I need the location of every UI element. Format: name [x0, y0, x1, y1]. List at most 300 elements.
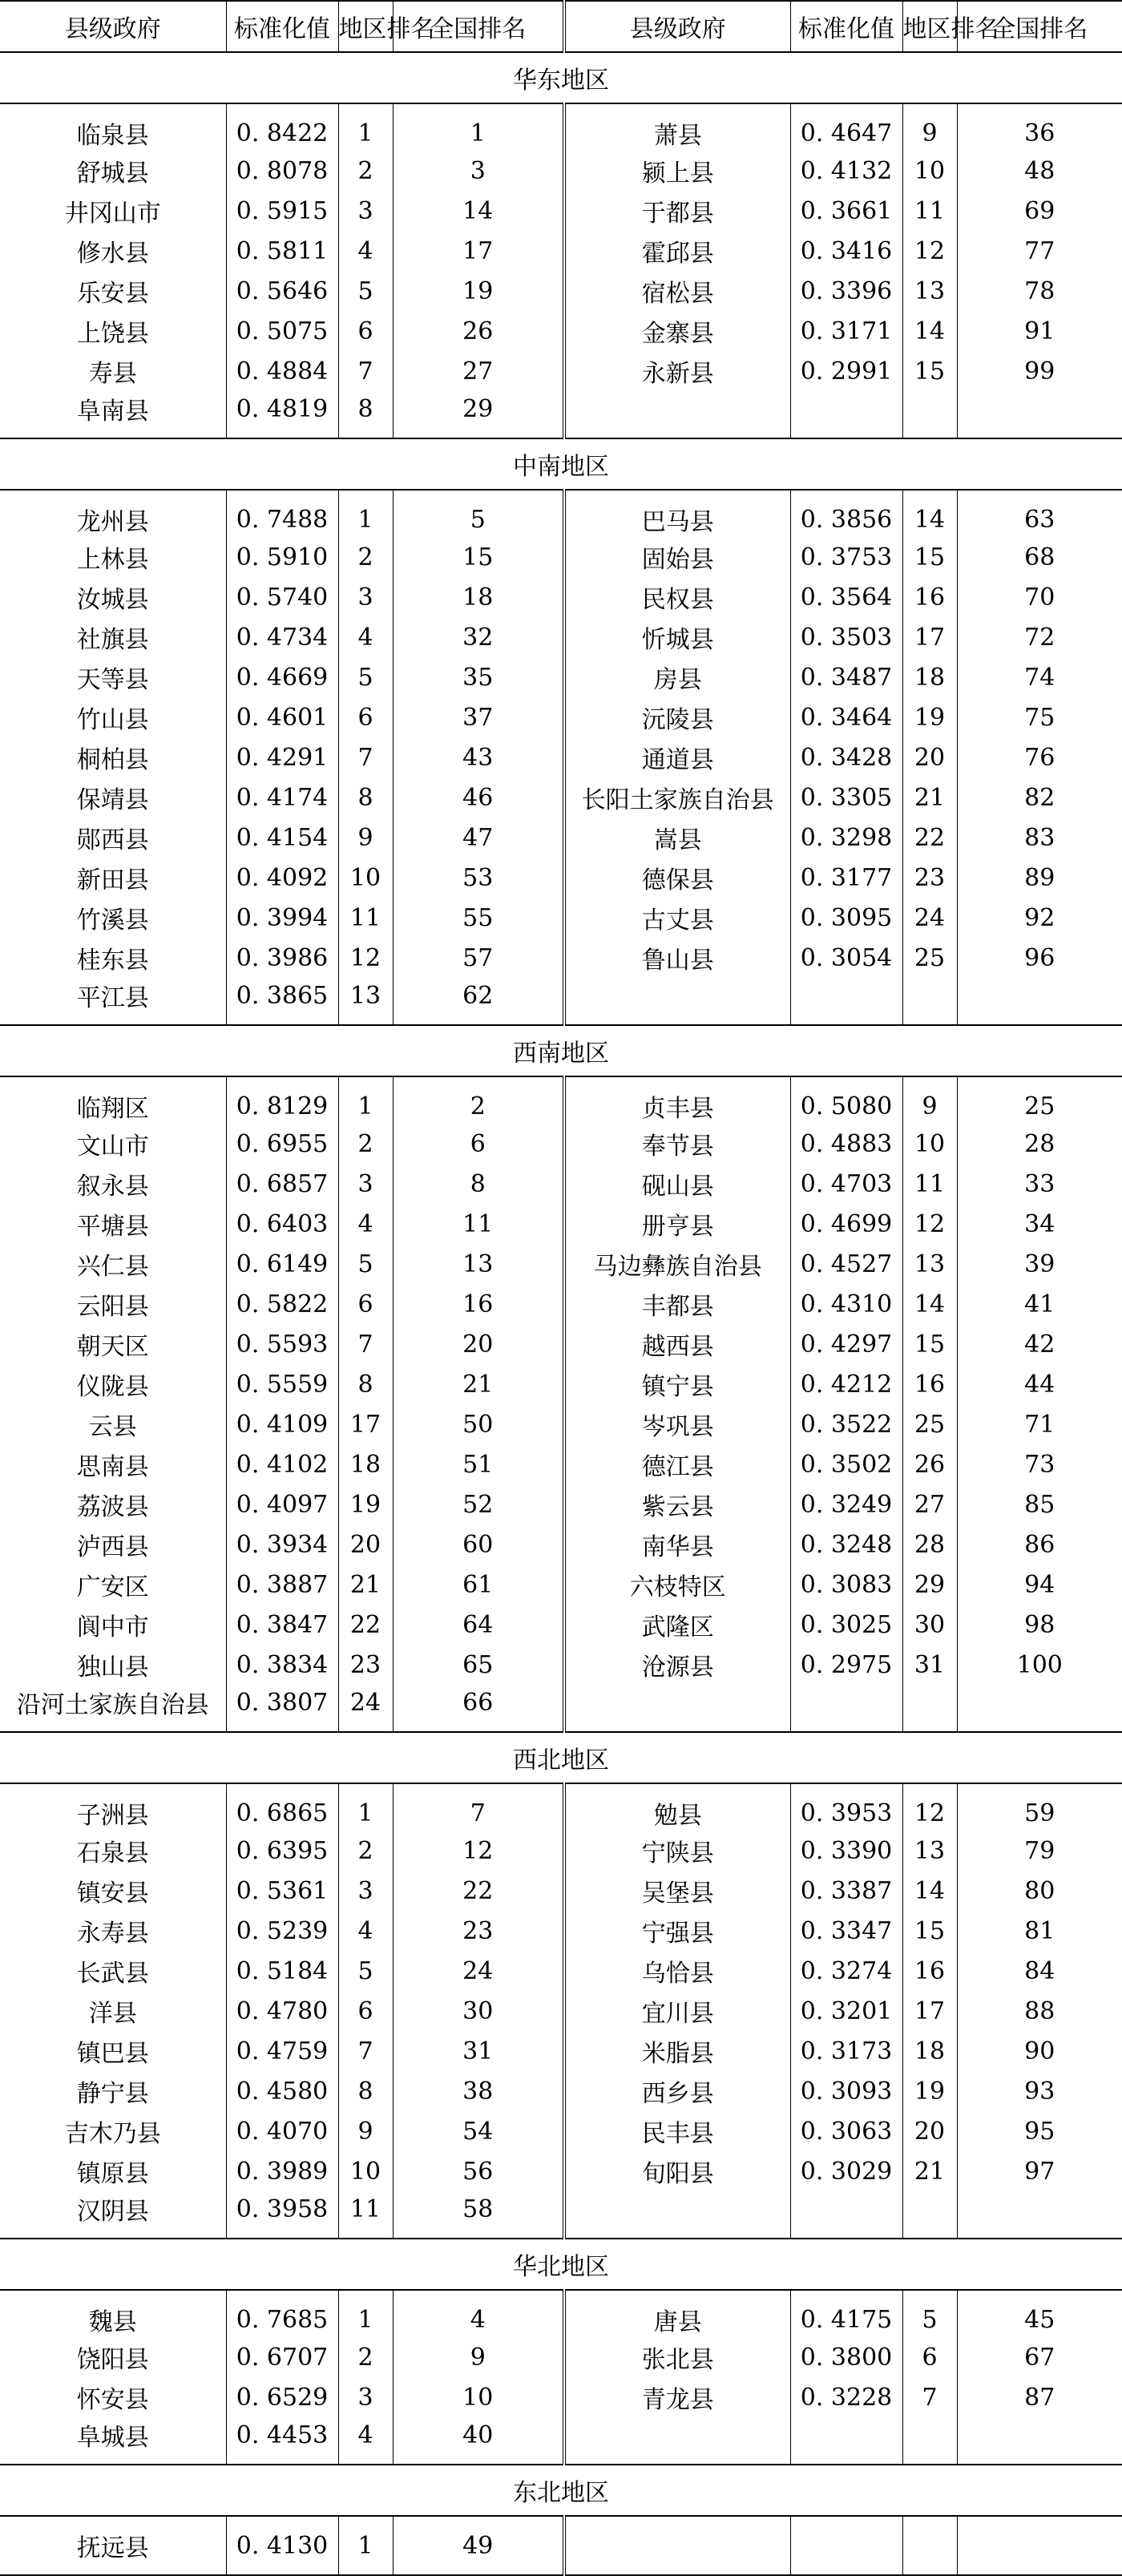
left-national-rank-cell: 43	[393, 737, 564, 777]
table-row	[0, 1685, 1122, 1732]
left-value-cell: 0. 3865	[226, 978, 338, 1025]
right-national-rank-cell: 33	[957, 1164, 1122, 1204]
right-value-cell: 0. 3396	[790, 271, 902, 311]
right-region-rank-cell: 12	[902, 1204, 957, 1244]
table-row	[0, 1404, 1122, 1444]
left-value-cell: 0. 4097	[226, 1484, 338, 1524]
right-county-cell: 古丈县	[564, 898, 790, 938]
right-value-cell: 0. 3029	[790, 2151, 902, 2191]
right-region-rank-cell: 21	[902, 777, 957, 818]
left-national-rank-cell: 30	[393, 1991, 564, 2031]
right-county-cell: 越西县	[564, 1324, 790, 1364]
left-region-rank-cell: 6	[338, 697, 393, 737]
right-county-cell: 册亨县	[564, 1204, 790, 1244]
left-region-rank-cell: 1	[338, 103, 393, 151]
left-county-cell: 独山县	[76, 1653, 149, 1682]
right-national-rank-cell: 78	[957, 271, 1122, 311]
right-county-cell: 西乡县	[564, 2071, 790, 2111]
left-value-cell: 0. 4109	[226, 1404, 338, 1444]
right-region-rank-cell	[902, 2516, 957, 2575]
left-region-rank-cell: 7	[338, 2031, 393, 2071]
left-region-rank-cell: 2	[338, 1831, 393, 1871]
table-row	[0, 858, 1122, 898]
right-national-rank-cell: 44	[957, 1364, 1122, 1404]
left-value-cell: 0. 4174	[226, 777, 338, 818]
right-national-rank-cell: 97	[957, 2151, 1122, 2191]
right-value-cell: 0. 3953	[790, 1783, 902, 1831]
right-value-cell: 0. 3083	[790, 1565, 902, 1605]
left-national-rank-cell: 2	[393, 1076, 564, 1124]
table-row	[0, 657, 1122, 697]
right-value-cell: 0. 3248	[790, 1524, 902, 1565]
left-national-rank-cell: 49	[393, 2516, 564, 2575]
right-region-rank-cell: 17	[902, 1991, 957, 2031]
right-region-rank-cell: 11	[902, 1164, 957, 1204]
left-value-cell: 0. 4601	[226, 697, 338, 737]
left-national-rank-cell: 62	[393, 978, 564, 1025]
right-region-rank-cell: 23	[902, 858, 957, 898]
left-national-rank-cell: 47	[393, 818, 564, 858]
right-value-cell: 0. 3503	[790, 617, 902, 657]
region-title: 东北地区	[0, 2465, 1122, 2516]
right-county-cell	[564, 391, 790, 438]
right-county-cell	[564, 978, 790, 1025]
left-county-cell: 龙州县	[76, 508, 149, 536]
right-value-cell: 0. 3177	[790, 858, 902, 898]
right-region-rank-cell	[902, 1685, 957, 1732]
left-county-cell: 兴仁县	[76, 1253, 149, 1281]
header-region-rank: 地区排名	[902, 1, 957, 52]
region-header-row	[0, 52, 1122, 103]
left-county-cell: 临泉县	[76, 122, 149, 150]
table-row	[0, 2071, 1122, 2111]
right-county-cell: 颍上县	[564, 151, 790, 191]
left-national-rank-cell: 18	[393, 577, 564, 617]
left-value-cell: 0. 6395	[226, 1831, 338, 1871]
table-row	[0, 737, 1122, 777]
right-value-cell: 0. 3800	[790, 2337, 902, 2377]
left-region-rank-cell: 11	[338, 898, 393, 938]
left-region-rank-cell: 23	[338, 1645, 393, 1685]
table-row	[0, 1164, 1122, 1204]
left-value-cell: 0. 3834	[226, 1645, 338, 1685]
left-value-cell: 0. 5910	[226, 537, 338, 577]
left-region-rank-cell: 5	[338, 1951, 393, 1991]
left-value-cell: 0. 5361	[226, 1871, 338, 1911]
table-row	[0, 231, 1122, 271]
right-region-rank-cell	[902, 978, 957, 1025]
left-value-cell: 0. 3989	[226, 2151, 338, 2191]
right-value-cell: 0. 3856	[790, 490, 902, 537]
right-national-rank-cell	[957, 978, 1122, 1025]
left-national-rank-cell: 55	[393, 898, 564, 938]
right-region-rank-cell: 14	[902, 311, 957, 351]
left-county-cell: 石泉县	[76, 1839, 149, 1867]
left-region-rank-cell: 1	[338, 1783, 393, 1831]
right-region-rank-cell: 16	[902, 1951, 957, 1991]
right-region-rank-cell: 16	[902, 1364, 957, 1404]
right-value-cell: 0. 3502	[790, 1444, 902, 1484]
left-county-cell: 怀安县	[76, 2386, 149, 2414]
right-county-cell: 米脂县	[564, 2031, 790, 2071]
left-region-rank-cell: 7	[338, 351, 393, 391]
region-title: 华东地区	[0, 52, 1122, 103]
left-national-rank-cell: 38	[393, 2071, 564, 2111]
table-row	[0, 1076, 1122, 1124]
region-title: 西北地区	[0, 1732, 1122, 1783]
left-national-rank-cell: 29	[393, 391, 564, 438]
left-national-rank-cell: 4	[393, 2290, 564, 2337]
right-region-rank-cell: 15	[902, 351, 957, 391]
right-national-rank-cell: 42	[957, 1324, 1122, 1364]
left-national-rank-cell: 56	[393, 2151, 564, 2191]
left-national-rank-cell: 8	[393, 1164, 564, 1204]
right-national-rank-cell: 79	[957, 1831, 1122, 1871]
left-region-rank-cell: 2	[338, 2337, 393, 2377]
right-region-rank-cell	[902, 2191, 957, 2239]
table-body	[0, 52, 1122, 2575]
table-row	[0, 697, 1122, 737]
table-row	[0, 1444, 1122, 1484]
left-county-cell: 广安区	[76, 1573, 149, 1601]
right-region-rank-cell: 29	[902, 1565, 957, 1605]
right-value-cell: 0. 3564	[790, 577, 902, 617]
right-county-cell: 德保县	[564, 858, 790, 898]
table-row	[0, 151, 1122, 191]
region-header-row	[0, 438, 1122, 490]
left-region-rank-cell: 2	[338, 537, 393, 577]
header-county: 县级政府	[0, 1, 226, 52]
left-value-cell: 0. 5740	[226, 577, 338, 617]
left-county-cell: 竹溪县	[76, 906, 149, 935]
left-value-cell: 0. 5593	[226, 1324, 338, 1364]
left-county-cell: 保靖县	[76, 786, 149, 814]
table-row	[0, 191, 1122, 231]
left-county-cell: 桐柏县	[76, 746, 149, 774]
left-value-cell: 0. 4070	[226, 2111, 338, 2151]
right-county-cell	[564, 2417, 790, 2465]
right-region-rank-cell: 15	[902, 1911, 957, 1951]
left-national-rank-cell: 11	[393, 1204, 564, 1244]
right-national-rank-cell: 72	[957, 617, 1122, 657]
table-row	[0, 1645, 1122, 1685]
right-county-cell	[564, 1685, 790, 1732]
right-county-cell: 奉节县	[564, 1124, 790, 1164]
left-value-cell: 0. 4759	[226, 2031, 338, 2071]
left-value-cell: 0. 7685	[226, 2290, 338, 2337]
right-national-rank-cell: 99	[957, 351, 1122, 391]
left-national-rank-cell: 65	[393, 1645, 564, 1685]
left-region-rank-cell: 19	[338, 1484, 393, 1524]
right-county-cell: 乌恰县	[564, 1951, 790, 1991]
left-national-rank-cell: 12	[393, 1831, 564, 1871]
right-national-rank-cell: 83	[957, 818, 1122, 858]
right-county-cell: 长阳土家族自治县	[564, 777, 790, 818]
left-value-cell: 0. 4734	[226, 617, 338, 657]
right-region-rank-cell: 31	[902, 1645, 957, 1685]
table-row	[0, 978, 1122, 1025]
left-value-cell: 0. 4884	[226, 351, 338, 391]
table-row	[0, 1871, 1122, 1911]
table-row	[0, 2031, 1122, 2071]
right-value-cell: 0. 3305	[790, 777, 902, 818]
region-header-row	[0, 2465, 1122, 2516]
right-value-cell: 0. 3274	[790, 1951, 902, 1991]
right-county-cell: 旬阳县	[564, 2151, 790, 2191]
right-region-rank-cell: 14	[902, 1871, 957, 1911]
left-region-rank-cell: 3	[338, 1164, 393, 1204]
left-national-rank-cell: 15	[393, 537, 564, 577]
left-region-rank-cell: 6	[338, 1991, 393, 2031]
left-region-rank-cell: 21	[338, 1565, 393, 1605]
left-value-cell: 0. 3847	[226, 1605, 338, 1645]
table-row	[0, 351, 1122, 391]
right-county-cell: 砚山县	[564, 1164, 790, 1204]
right-county-cell: 镇宁县	[564, 1364, 790, 1404]
right-national-rank-cell: 89	[957, 858, 1122, 898]
left-region-rank-cell: 18	[338, 1444, 393, 1484]
right-region-rank-cell: 16	[902, 577, 957, 617]
region-title: 西南地区	[0, 1025, 1122, 1076]
region-header-row	[0, 1025, 1122, 1076]
right-national-rank-cell: 36	[957, 103, 1122, 151]
right-region-rank-cell: 19	[902, 697, 957, 737]
right-region-rank-cell: 20	[902, 2111, 957, 2151]
right-county-cell: 青龙县	[564, 2377, 790, 2417]
right-region-rank-cell: 13	[902, 1244, 957, 1284]
left-national-rank-cell: 53	[393, 858, 564, 898]
header-national-rank: 全国排名	[957, 1, 1122, 52]
right-region-rank-cell: 10	[902, 151, 957, 191]
left-county-cell: 荔波县	[76, 1493, 149, 1521]
left-region-rank-cell: 4	[338, 617, 393, 657]
right-value-cell: 0. 3201	[790, 1991, 902, 2031]
table-row	[0, 2516, 1122, 2575]
right-region-rank-cell: 25	[902, 1404, 957, 1444]
left-value-cell: 0. 5239	[226, 1911, 338, 1951]
left-value-cell: 0. 6865	[226, 1783, 338, 1831]
left-value-cell: 0. 5915	[226, 191, 338, 231]
right-county-cell: 吴堡县	[564, 1871, 790, 1911]
header-row	[0, 1, 1122, 52]
table-row	[0, 271, 1122, 311]
left-county-cell: 舒城县	[76, 159, 149, 188]
right-national-rank-cell: 77	[957, 231, 1122, 271]
left-county-cell: 临翔区	[76, 1095, 149, 1123]
left-region-rank-cell: 20	[338, 1524, 393, 1565]
left-national-rank-cell: 26	[393, 311, 564, 351]
right-national-rank-cell	[957, 2516, 1122, 2575]
right-county-cell: 武隆区	[564, 1605, 790, 1645]
right-region-rank-cell: 12	[902, 1783, 957, 1831]
left-county-cell: 乐安县	[76, 280, 149, 308]
right-national-rank-cell: 86	[957, 1524, 1122, 1565]
right-county-cell: 勉县	[564, 1783, 790, 1831]
table-row	[0, 311, 1122, 351]
right-region-rank-cell: 18	[902, 2031, 957, 2071]
left-national-rank-cell: 23	[393, 1911, 564, 1951]
table-row	[0, 1284, 1122, 1324]
left-region-rank-cell: 13	[338, 978, 393, 1025]
left-value-cell: 0. 4819	[226, 391, 338, 438]
table-row	[0, 938, 1122, 978]
right-value-cell: 0. 4132	[790, 151, 902, 191]
right-region-rank-cell: 14	[902, 490, 957, 537]
right-value-cell	[790, 2516, 902, 2575]
right-value-cell: 0. 4212	[790, 1364, 902, 1404]
right-national-rank-cell: 93	[957, 2071, 1122, 2111]
right-national-rank-cell: 68	[957, 537, 1122, 577]
right-value-cell: 0. 3464	[790, 697, 902, 737]
left-national-rank-cell: 22	[393, 1871, 564, 1911]
right-county-cell: 沅陵县	[564, 697, 790, 737]
table-row	[0, 2111, 1122, 2151]
left-region-rank-cell: 1	[338, 490, 393, 537]
right-value-cell: 0. 4647	[790, 103, 902, 151]
left-region-rank-cell: 1	[338, 2516, 393, 2575]
right-county-cell: 宁陕县	[564, 1831, 790, 1871]
left-value-cell: 0. 5822	[226, 1284, 338, 1324]
right-national-rank-cell: 63	[957, 490, 1122, 537]
right-national-rank-cell: 45	[957, 2290, 1122, 2337]
left-value-cell: 0. 4130	[226, 2516, 338, 2575]
right-county-cell: 宜川县	[564, 1991, 790, 2031]
left-national-rank-cell: 1	[393, 103, 564, 151]
right-region-rank-cell: 18	[902, 657, 957, 697]
left-region-rank-cell: 3	[338, 2377, 393, 2417]
right-region-rank-cell: 27	[902, 1484, 957, 1524]
left-value-cell: 0. 4291	[226, 737, 338, 777]
right-county-cell: 嵩县	[564, 818, 790, 858]
left-county-cell: 沿河土家族自治县	[16, 1691, 209, 1719]
right-value-cell: 0. 3063	[790, 2111, 902, 2151]
right-region-rank-cell: 9	[902, 103, 957, 151]
left-region-rank-cell: 8	[338, 391, 393, 438]
left-national-rank-cell: 37	[393, 697, 564, 737]
left-county-cell: 修水县	[76, 240, 149, 268]
left-county-cell: 镇安县	[76, 1880, 149, 1908]
right-region-rank-cell: 17	[902, 617, 957, 657]
table-row	[0, 490, 1122, 537]
right-national-rank-cell: 96	[957, 938, 1122, 978]
left-national-rank-cell: 31	[393, 2031, 564, 2071]
table-row	[0, 1484, 1122, 1524]
left-county-cell: 魏县	[88, 2308, 137, 2336]
left-region-rank-cell: 7	[338, 737, 393, 777]
left-region-rank-cell: 4	[338, 1204, 393, 1244]
right-county-cell	[564, 2516, 790, 2575]
table-row	[0, 577, 1122, 617]
table-row	[0, 1951, 1122, 1991]
right-region-rank-cell: 30	[902, 1605, 957, 1645]
right-region-rank-cell: 22	[902, 818, 957, 858]
left-national-rank-cell: 50	[393, 1404, 564, 1444]
right-national-rank-cell: 90	[957, 2031, 1122, 2071]
right-county-cell: 南华县	[564, 1524, 790, 1565]
left-value-cell: 0. 6403	[226, 1204, 338, 1244]
left-county-cell: 长武县	[76, 1960, 149, 1988]
left-value-cell: 0. 5646	[226, 271, 338, 311]
right-county-cell: 岑巩县	[564, 1404, 790, 1444]
left-region-rank-cell: 10	[338, 2151, 393, 2191]
right-county-cell: 马边彝族自治县	[564, 1244, 790, 1284]
left-region-rank-cell: 6	[338, 311, 393, 351]
right-region-rank-cell: 12	[902, 231, 957, 271]
left-value-cell: 0. 6707	[226, 2337, 338, 2377]
table-row	[0, 1364, 1122, 1404]
left-county-cell: 郧西县	[76, 826, 149, 854]
right-value-cell: 0. 3661	[790, 191, 902, 231]
left-value-cell: 0. 4580	[226, 2071, 338, 2111]
right-national-rank-cell: 25	[957, 1076, 1122, 1124]
right-region-rank-cell: 25	[902, 938, 957, 978]
right-county-cell: 萧县	[564, 103, 790, 151]
left-region-rank-cell: 4	[338, 1911, 393, 1951]
table-row	[0, 818, 1122, 858]
table-row	[0, 2290, 1122, 2337]
table-row	[0, 391, 1122, 438]
left-value-cell: 0. 3807	[226, 1685, 338, 1732]
left-national-rank-cell: 7	[393, 1783, 564, 1831]
left-national-rank-cell: 5	[393, 490, 564, 537]
left-value-cell: 0. 3958	[226, 2191, 338, 2239]
right-county-cell: 德江县	[564, 1444, 790, 1484]
right-national-rank-cell: 48	[957, 151, 1122, 191]
left-county-cell: 阜南县	[76, 398, 149, 426]
left-value-cell: 0. 5075	[226, 311, 338, 351]
left-county-cell: 平塘县	[76, 1213, 149, 1241]
left-county-cell: 镇原县	[76, 2160, 149, 2188]
table-row	[0, 898, 1122, 938]
right-national-rank-cell	[957, 2417, 1122, 2465]
right-value-cell: 0. 3487	[790, 657, 902, 697]
table-row	[0, 1831, 1122, 1871]
left-national-rank-cell: 3	[393, 151, 564, 191]
right-region-rank-cell: 10	[902, 1124, 957, 1164]
right-value-cell: 0. 2991	[790, 351, 902, 391]
left-county-cell: 平江县	[76, 984, 149, 1012]
right-county-cell: 通道县	[564, 737, 790, 777]
table-row	[0, 1244, 1122, 1284]
left-county-cell: 泸西县	[76, 1533, 149, 1561]
right-region-rank-cell: 7	[902, 2377, 957, 2417]
table-row	[0, 1991, 1122, 2031]
left-national-rank-cell: 58	[393, 2191, 564, 2239]
left-county-cell: 永寿县	[76, 1920, 149, 1948]
left-county-cell: 汉阴县	[76, 2198, 149, 2226]
right-value-cell	[790, 2191, 902, 2239]
left-value-cell: 0. 4453	[226, 2417, 338, 2465]
left-county-cell: 抚远县	[0, 2516, 226, 2575]
left-national-rank-cell: 9	[393, 2337, 564, 2377]
right-county-cell: 固始县	[564, 537, 790, 577]
left-national-rank-cell: 52	[393, 1484, 564, 1524]
right-national-rank-cell: 67	[957, 2337, 1122, 2377]
right-county-cell: 紫云县	[564, 1484, 790, 1524]
left-region-rank-cell: 3	[338, 577, 393, 617]
table-row	[0, 2337, 1122, 2377]
left-region-rank-cell: 9	[338, 2111, 393, 2151]
left-county-cell: 叙永县	[76, 1173, 149, 1201]
left-national-rank-cell: 17	[393, 231, 564, 271]
left-county-cell: 竹山县	[76, 706, 149, 734]
left-region-rank-cell: 5	[338, 271, 393, 311]
right-county-cell: 民权县	[564, 577, 790, 617]
table-row	[0, 777, 1122, 818]
left-county-cell: 新田县	[76, 866, 149, 894]
left-national-rank-cell: 60	[393, 1524, 564, 1565]
right-national-rank-cell: 34	[957, 1204, 1122, 1244]
